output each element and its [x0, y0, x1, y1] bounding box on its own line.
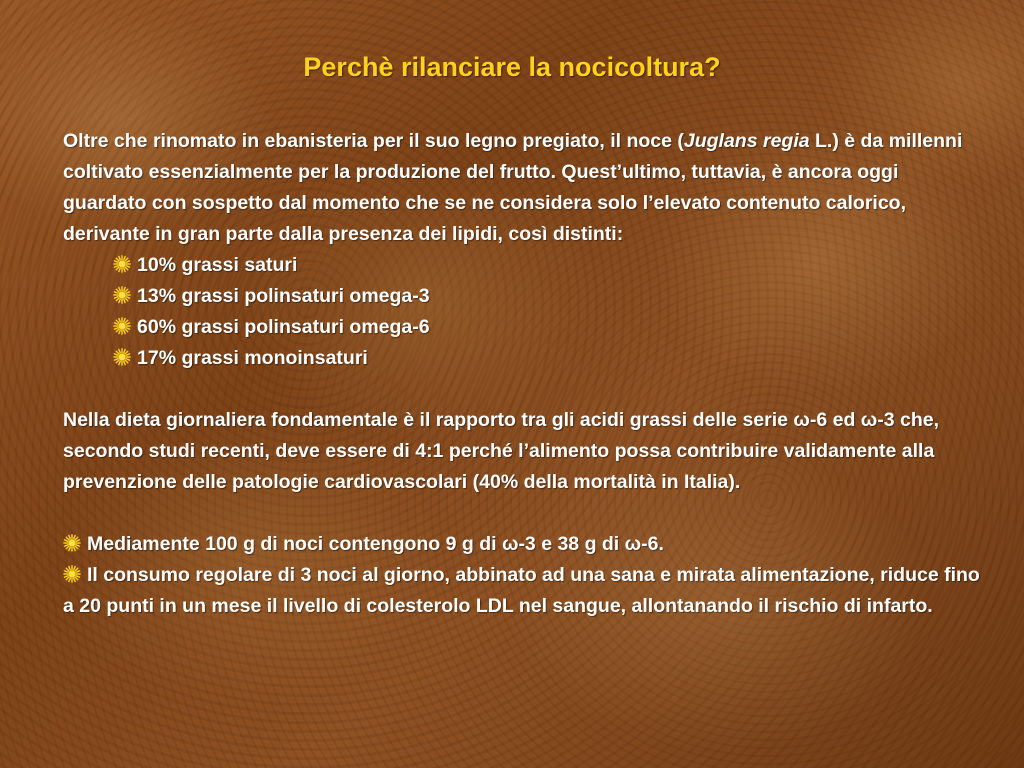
lipid-list [63, 250, 983, 374]
list-item: 13% grassi polinsaturi omega-3 [63, 281, 983, 312]
list-item: 60% grassi polinsaturi omega-6 [63, 312, 983, 343]
sun-bullet-icon [113, 348, 131, 366]
intro-text-2: L.) è da millenni coltivato essenzialmente per la produzione del frutto. Quest’ultimo, tuttavia, è ancora oggi guardato con sospetto dal momento che se ne considera solo l’elevato contenuto calorico, derivante in gran parte dalla presenza dei lipidi, così distinti: [63, 130, 963, 245]
slide-body [63, 126, 983, 622]
spacer [63, 374, 983, 405]
intro-text-1: Oltre che rinomato in ebanisteria per il suo legno pregiato, il noce ( [63, 130, 684, 152]
spacer [63, 498, 983, 529]
list-item: 17% grassi monoinsaturi [63, 343, 983, 374]
list-item: 10% grassi saturi [63, 250, 983, 281]
note-item: Mediamente 100 g di noci contengono 9 g di ω-3 e 38 g di ω-6. [63, 529, 983, 560]
sun-bullet-icon [113, 286, 131, 304]
species-name: Juglans regia [683, 130, 810, 152]
intro-paragraph [63, 126, 983, 250]
sun-bullet-icon [113, 317, 131, 335]
diet-paragraph: Nella dieta giornaliera fondamentale è il rapporto tra gli acidi grassi delle serie ω-6 ed ω-3 che, secondo studi recenti, deve essere di 4:1 perché l’alimento possa contribuire validamente alla prevenzione delle patologie cardiovascolari (40% della mortalità in Italia). [63, 409, 940, 493]
sun-bullet-icon [113, 255, 131, 273]
sun-bullet-icon [63, 565, 81, 583]
sun-bullet-icon [63, 534, 81, 552]
slide-title: Perchè rilanciare la nocicoltura? [303, 52, 721, 82]
note-item: Il consumo regolare di 3 noci al giorno, abbinato ad una sana e mirata alimentazione, riduce fino a 20 punti in un mese il livello di colesterolo LDL nel sangue, allontanando il rischio di infarto. [63, 564, 980, 617]
